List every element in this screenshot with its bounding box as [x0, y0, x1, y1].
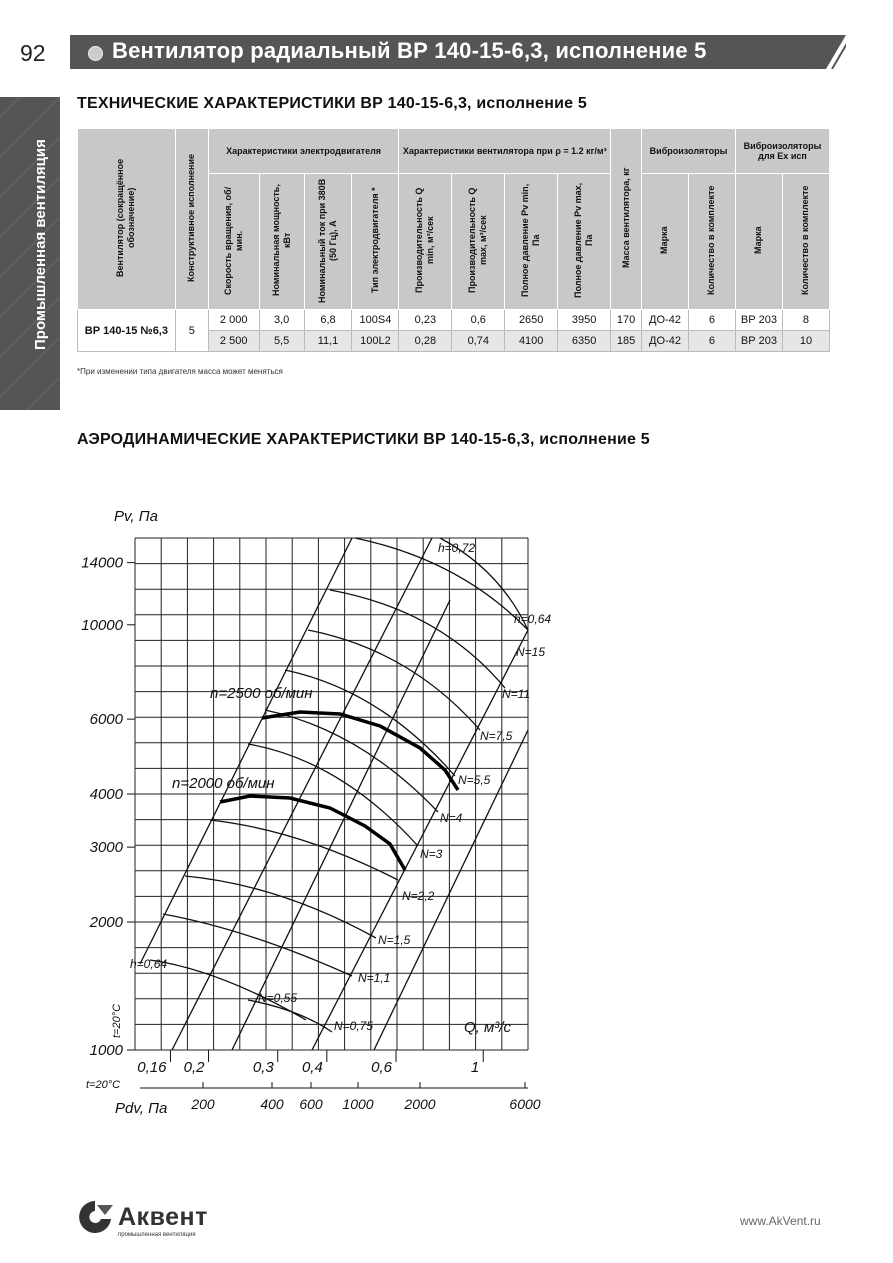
brand-subtitle: промышленная вентиляция: [118, 1232, 196, 1238]
y-tick-label: 6000: [89, 711, 123, 729]
y-tick-label: 1000: [89, 1042, 123, 1059]
th-vib-ex-group: Виброизоляторы для Ex исп: [735, 129, 829, 174]
series-label: n=2000 об/мин: [172, 775, 275, 792]
side-tab-hatch: [0, 97, 60, 410]
power-curve: [248, 744, 418, 846]
power-label: N=1,5: [378, 933, 411, 947]
cell: 2 000: [208, 310, 259, 331]
x-tick-label: 0,3: [252, 1059, 274, 1076]
power-curve: [163, 914, 352, 976]
cell: 6: [688, 310, 735, 331]
x-tick-label: 0,6: [371, 1059, 393, 1076]
y-axis-label: Pv, Па: [114, 508, 158, 525]
efficiency-label: h=0,64: [130, 957, 168, 971]
y-tick-label: 3000: [89, 839, 123, 857]
cell: 0,28: [399, 331, 452, 352]
cell: 6,8: [304, 310, 352, 331]
cell-fan-name: ВР 140-15 №6,3: [78, 310, 176, 352]
cell: 0,6: [452, 310, 505, 331]
page-title: Вентилятор радиальный ВР 140-15-6,3, исполнение 5: [112, 38, 707, 63]
x-tick-label: 0,16: [137, 1059, 167, 1076]
power-curve: [150, 960, 306, 1020]
power-label: N=3: [420, 847, 443, 861]
pdv-tick-label: 6000: [509, 1096, 541, 1112]
power-label: N=15: [516, 645, 546, 659]
cell: 170: [611, 310, 642, 331]
aero-heading: АЭРОДИНАМИЧЕСКИЕ ХАРАКТЕРИСТИКИ ВР 140-15-6,3, исполнение 5: [77, 431, 650, 448]
cell: 0,23: [399, 310, 452, 331]
th-motor-type: Тип электродвигателя *: [352, 174, 399, 310]
temp-label-bottom: t=20°C: [86, 1079, 121, 1091]
cell: ДО-42: [642, 331, 689, 352]
cell: 2 500: [208, 331, 259, 352]
side-tab: [0, 97, 60, 410]
pdv-tick-label: 600: [299, 1096, 323, 1112]
power-label: N=11: [502, 687, 531, 701]
pdv-tick-label: 400: [260, 1096, 284, 1112]
site-url: www.AkVent.ru: [740, 1214, 821, 1228]
power-label: N=5,5: [458, 773, 491, 787]
th-power: Номинальная мощность, кВт: [259, 174, 304, 310]
cell: ВР 203: [735, 310, 782, 331]
th-current: Номинальный ток при 380В (50 Гц), А: [304, 174, 352, 310]
cell: 5,5: [259, 331, 304, 352]
brand-logo-icon: [75, 1199, 115, 1235]
th-mass: Масса вентилятора, кг: [611, 129, 642, 310]
power-curve: [330, 590, 505, 688]
x-tick-label: 0,4: [301, 1059, 323, 1076]
power-label: N=0,75: [334, 1019, 374, 1033]
page-number: 92: [20, 40, 46, 66]
cell: 4100: [505, 331, 558, 352]
x-tick-label: 1: [470, 1059, 480, 1076]
th-fan-group: Характеристики вентилятора при ρ = 1.2 кг/м³: [399, 129, 611, 174]
side-tab-label: Промышленная вентиляция: [32, 139, 49, 350]
cell: 185: [611, 331, 642, 352]
cell: 6350: [558, 331, 611, 352]
cell: ВР 203: [735, 331, 782, 352]
brand-name: Аквент: [118, 1203, 208, 1231]
cell: 11,1: [304, 331, 352, 352]
cell: 100L2: [352, 331, 399, 352]
power-label: N=4: [440, 811, 463, 825]
cell: 2650: [505, 310, 558, 331]
cell: 8: [782, 310, 829, 331]
cell: 0,74: [452, 331, 505, 352]
series-label: n=2500 об/мин: [210, 685, 313, 702]
cell: 10: [782, 331, 829, 352]
diagonal-line: [232, 600, 450, 1050]
cell-design: 5: [175, 310, 208, 352]
th-speed: Скорость вращения, об/мин.: [208, 174, 259, 310]
cell: 3,0: [259, 310, 304, 331]
th-vib-group: Виброизоляторы: [642, 129, 736, 174]
th-motor-group: Характеристики электродвигателя: [208, 129, 399, 174]
pdv-tick-label: 2000: [404, 1096, 436, 1112]
pdv-tick-label: 1000: [342, 1096, 374, 1112]
x-axis-label: Q, м³/с: [464, 1019, 511, 1036]
th-brand: Марка: [642, 174, 689, 310]
power-label: N=0,55: [258, 991, 298, 1005]
th-fan: Вентилятор (сокращённое обозначение): [78, 129, 176, 310]
y-tick-label: 14000: [81, 554, 123, 572]
cell: 3950: [558, 310, 611, 331]
title-slashes: [815, 35, 845, 69]
y-tick-label: 2000: [89, 914, 123, 931]
th-brand2: Марка: [735, 174, 782, 310]
efficiency-label: h=0,64: [514, 612, 552, 626]
power-label: N=1,1: [358, 971, 391, 985]
th-qty: Количество в комплекте: [688, 174, 735, 310]
aero-chart: [0, 490, 893, 1130]
th-qmax: Производительность Q max, м³/сек: [452, 174, 505, 310]
pdv-tick-label: 200: [191, 1096, 215, 1112]
th-qty2: Количество в комплекте: [782, 174, 829, 310]
series-line: [262, 712, 458, 790]
efficiency-label: h=0,72: [438, 541, 476, 555]
spec-table: [77, 128, 830, 352]
table-row: [78, 310, 830, 331]
y-tick-label: 10000: [81, 616, 123, 634]
power-label: N=7,5: [480, 729, 513, 743]
cell: 100S4: [352, 310, 399, 331]
th-design: Конструктивное исполнение: [175, 129, 208, 310]
tech-heading: ТЕХНИЧЕСКИЕ ХАРАКТЕРИСТИКИ ВР 140-15-6,3, исполнение 5: [77, 95, 587, 112]
temp-label-side: t=20°C: [111, 1003, 123, 1038]
cell: ДО-42: [642, 310, 689, 331]
y-tick-label: 4000: [89, 786, 123, 803]
efficiency-boundary-left: [140, 538, 352, 964]
x-tick-label: 0,2: [183, 1059, 205, 1076]
th-pvmin: Полное давление Pv min, Па: [505, 174, 558, 310]
cell: 6: [688, 331, 735, 352]
power-label: N=2,2: [402, 889, 435, 903]
pdv-axis-label: Pdv, Па: [115, 1100, 168, 1117]
th-qmin: Производительность Q min, м³/сек: [399, 174, 452, 310]
th-pvmax: Полное давление Pv max, Па: [558, 174, 611, 310]
title-bullet-icon: [88, 46, 103, 61]
footnote: *При изменении типа двигателя масса может меняться: [77, 367, 283, 376]
